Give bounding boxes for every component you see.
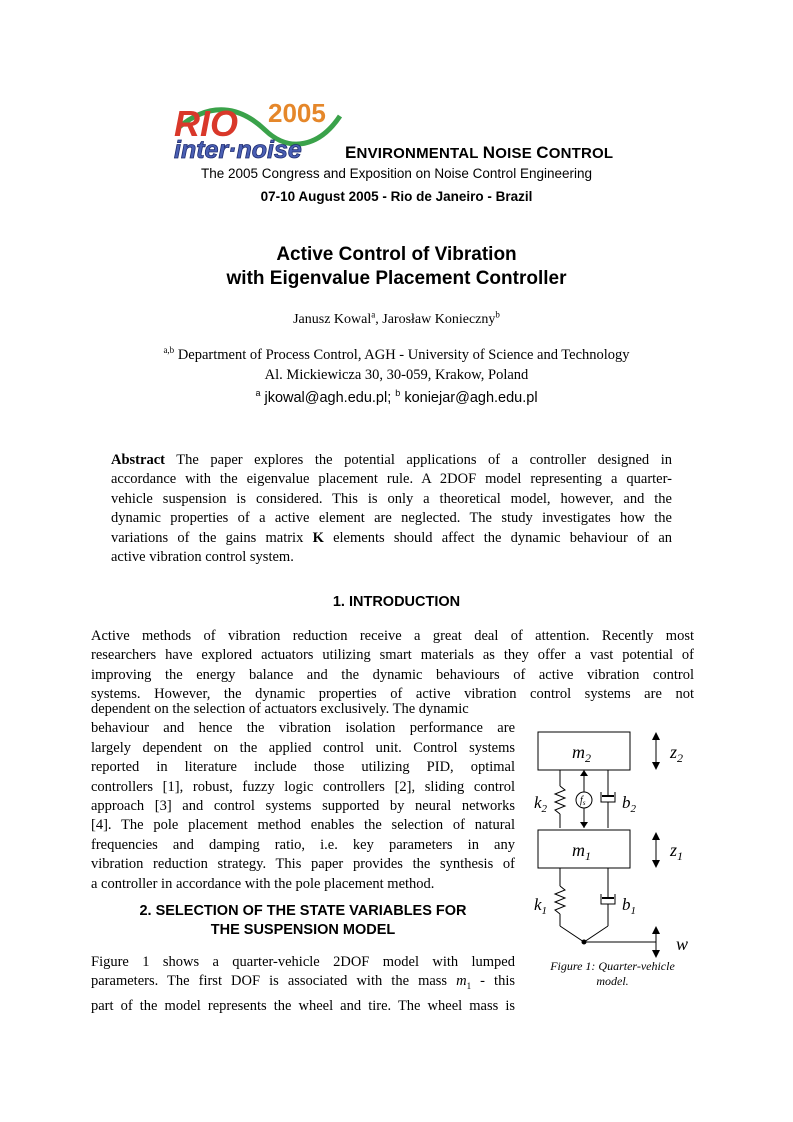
section-2-paragraph: Figure 1 shows a quarter-vehicle 2DOF model with lumped parameters. The first DOF is associated with the mass $m_1$ - this part of the model represents the wheel and tire. The wheel mass is [91,954,515,1014]
logo-rio-text: RIO [174,103,239,144]
conference-date: 07-10 August 2005 - Rio de Janeiro - Brazil [260,189,533,204]
mass-2-label: $m_2$ [572,742,591,765]
damper-b2 [601,770,615,828]
abstract: Abstract The paper explores the potential applications of a controller designed in accordance with the eigenvalue placement rule. A 2DOF model representing a quarter- vehicle suspension is considered. This is only a theoretical model, however, and the dynamic properties of a active element are neglected. The study investigates how the variations of the gains matrix K elements should affect the dynamic behaviour of an active vibration control system. [111,452,673,566]
intro-paragraph-narrow: dependent on the selection of actuators exclusively. The dynamic behaviour and hence the vibration isolation performance are largely dependent on the applied control unit. Control systems reported in literature include those utilizing PID, optimal controllers [1], robust, fuzzy logic controllers [2], sliding control approach [3] and control systems supported by neural networks [4]. The pole placement method enables the selection of natural frequencies and damping ratio, i.e. key parameters in any vibration reduction strategy. This paper provides the synthesis of a controller in accordance with the pole placement method. [91,701,515,892]
w-label: w [676,934,689,954]
logo-brand-text: inter·noise [174,136,302,162]
quarter-vehicle-diagram [530,728,710,960]
conference-logo [170,96,342,162]
z2-label: $z_2$ [670,742,684,765]
conference-name: ENVIRONMENTAL NOISE CONTROL [345,143,614,162]
logo-year-text: 2005 [268,98,326,128]
section-2-heading: 2. SELECTION OF THE STATE VARIABLES FOR THE SUSPENSION MODEL [139,903,467,938]
abstract-label: Abstract [111,452,165,468]
title-line-1: Active Control of Vibration [276,244,517,265]
k2-label: $k_2$ [534,793,548,815]
b1-label: $b_1$ [622,895,636,917]
conference-subtitle: The 2005 Congress and Exposition on Noise Control Engineering [201,166,592,181]
authors: Janusz Kowal$^a$, Jarosław Konieczny$^b$ [293,309,500,327]
affiliation: $^{a,b}$ Department of Process Control, AGH - University of Science and Technology Al. Mickiewicza 30, 30-059, Krakow, Poland [163,345,630,383]
intro-paragraph-wide: Active methods of vibration reduction receive a great deal of attention. Recently most researchers have explored actuators utilizing smart materials as they offer a vast potential of improving the energy balance and the dynamic behaviours of active vibration control systems. However, the dynamic properties of active vibration control systems are not [91,628,694,703]
damper-b1 [601,868,615,926]
title-line-2: with Eigenvalue Placement Controller [226,268,567,289]
z1-label: $z_1$ [670,840,684,863]
z2-arrow [652,732,660,770]
spring-k1 [555,868,565,926]
emails: $^a$ jkowal@agh.edu.pl; $^b$ koniejar@agh.edu.pl [255,388,538,406]
spring-k2 [555,770,565,828]
mass-1-label: $m_1$ [572,840,591,863]
k1-label: $k_1$ [534,895,548,917]
fs-label: $f_s$ [580,795,586,807]
road-contact [560,926,656,944]
figure-caption: Figure 1: Quarter-vehicle model. [550,959,675,988]
b2-label: $b_2$ [622,793,636,815]
z1-arrow [652,832,660,868]
paper-title [0,243,793,291]
section-1-heading: 1. INTRODUCTION [332,594,461,610]
